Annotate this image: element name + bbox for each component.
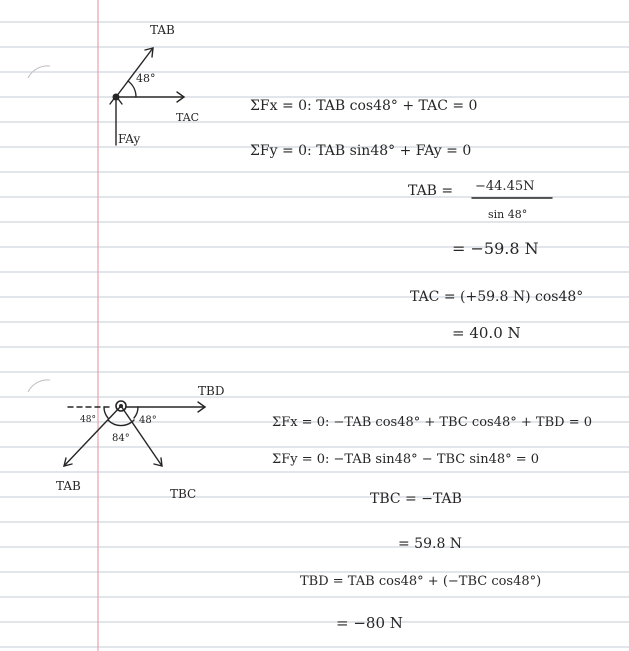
label-tab-a: TAB bbox=[150, 23, 175, 37]
tab-numerator: −44.45N bbox=[475, 179, 535, 194]
tab-denominator: sin 48° bbox=[488, 208, 528, 221]
tac-equation: TAC = (+59.8 N) cos48° bbox=[410, 289, 584, 305]
angle-arc-right bbox=[134, 407, 138, 418]
tbc-equation: TBC = −TAB bbox=[370, 491, 462, 507]
tbd-equation: TBD = TAB cos48° + (−TBC cos48°) bbox=[300, 574, 542, 589]
sum-fy-eq-a: ΣFy = 0: TAB sin48° + FAy = 0 bbox=[250, 143, 472, 159]
ruled-lines bbox=[0, 22, 629, 647]
equations-b bbox=[272, 415, 592, 632]
sum-fy-eq-b: ΣFy = 0: −TAB sin48° − TBC sin48° = 0 bbox=[272, 452, 540, 467]
tbd-value: = −80 N bbox=[336, 614, 403, 632]
sum-fx-eq-a: ΣFx = 0: TAB cos48° + TAC = 0 bbox=[250, 98, 478, 114]
tab-lhs: TAB = bbox=[408, 183, 454, 199]
angle-label-right: 48° bbox=[139, 415, 157, 426]
free-body-diagram-b bbox=[56, 384, 224, 501]
free-body-diagram-a bbox=[110, 23, 199, 146]
angle-label-middle: 84° bbox=[112, 433, 130, 444]
punch-hole-middle bbox=[28, 380, 50, 392]
equations-a bbox=[250, 98, 583, 342]
label-tbd: TBD bbox=[198, 384, 225, 398]
tac-value: = 40.0 N bbox=[452, 324, 521, 342]
angle-arc-middle bbox=[108, 420, 134, 426]
sum-fx-eq-b: ΣFx = 0: −TAB cos48° + TBC cos48° + TBD = 0 bbox=[272, 415, 592, 430]
angle-label-left: 48° bbox=[80, 415, 96, 425]
label-fay-a: FAy bbox=[118, 132, 141, 146]
angle-arc-a bbox=[128, 81, 136, 97]
label-tab-b: TAB bbox=[56, 479, 81, 493]
angle-arc-left bbox=[104, 407, 108, 418]
tab-value: = −59.8 N bbox=[452, 239, 539, 258]
label-tac-a: TAC bbox=[176, 111, 200, 124]
label-tbc: TBC bbox=[170, 487, 197, 501]
tbc-value: = 59.8 N bbox=[398, 536, 463, 552]
angle-label-a: 48° bbox=[136, 72, 156, 85]
